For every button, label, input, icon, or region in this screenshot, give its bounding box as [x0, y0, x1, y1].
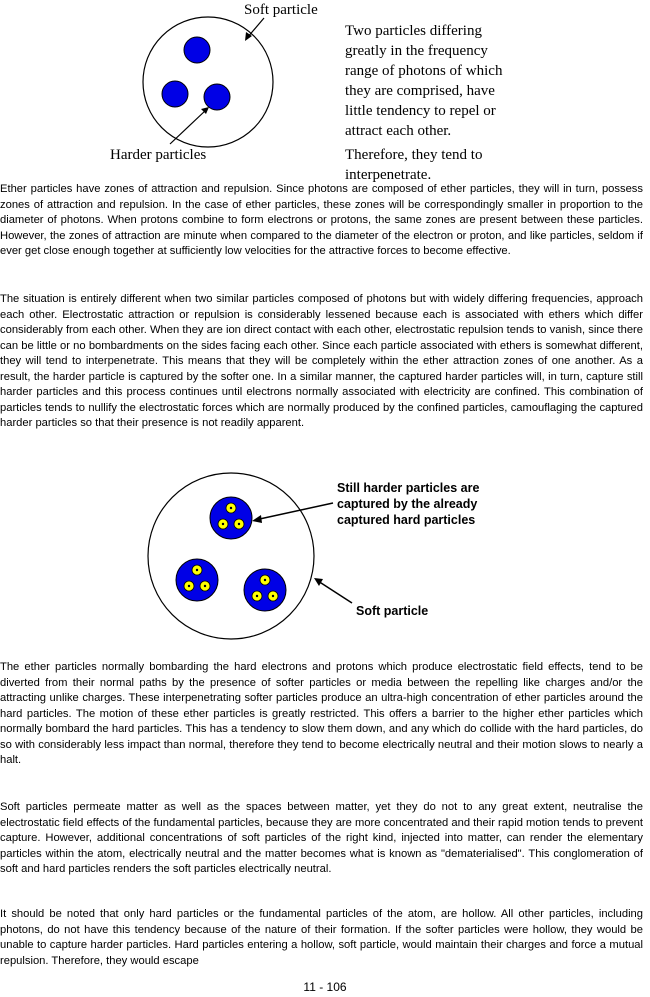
paragraph-3: The ether particles normally bombarding the hard electrons and protons which produce electrostatic field effects, tend to be diverted from their normal paths by the presence of softer particles or media between the repelling like charges and/or the attracting unlike charges. These interpenetrating softer particles produce an ultra-high concentration of ether particles around the hard particles. The motion of these ether particles is greatly restricted. This offers a barrier to the higher ether particles which normally bombard the hard particles. This has a tendency to slow them down, and any which do collide with the hard particles, do so with considerably less impact than normal, therefore they tend to become electrically neutral and their motion slows to nearly a halt.	[0, 661, 643, 766]
paragraph-4: Soft particles permeate matter as well as the spaces between matter, yet they do not to any great extent, neutralise the electrostatic field effects of the fundamental particles, because they are more concentrated and their rapid motion tends to prevent capture. However, additional concentrations of soft particles of the right kind, injected into matter, can render the elementary particles within the atom, electrically neutral and the matter becomes what is known as "dematerialised". This conglomeration of soft and hard particles renders the soft particles electrically neutral.	[0, 801, 643, 875]
harder-particles-arrow	[170, 110, 206, 144]
still-harder-arrow	[255, 503, 333, 520]
captured-particle-2	[176, 559, 218, 601]
caption-text-1: Two particles differing greatly in the frequency range of photons of which they are comprised, have little tendency to repel or attract each other.	[345, 23, 503, 139]
soft-particle-circle	[143, 17, 273, 147]
paragraph-5: It should be noted that only hard particles or the fundamental particles of the atom, are hollow. All other particles, including photons, do not have this tendency because of the nature of their formation. If the softer particles were hollow, they would be unable to capture harder particles. Hard particles entering a hollow, soft particle, would maintain their charges and force a mutual repulsion. Therefore, they would escape	[0, 908, 643, 967]
hard-particle-2	[162, 81, 188, 107]
soft-particle-outer	[148, 473, 314, 639]
caption-text-2: Therefore, they tend to interpenetrate.	[345, 147, 483, 183]
figure-caption	[345, 1, 575, 205]
still-harder-label: Still harder particles are captured by the already captured hard particles	[337, 481, 480, 527]
soft-particle-middle-arrow	[318, 581, 352, 603]
soft-particle-label: Soft particle	[244, 2, 318, 18]
hard-particle-3	[204, 84, 230, 110]
page-number: 11 - 106	[303, 980, 347, 994]
soft-particle-middle-label: Soft particle	[356, 604, 429, 618]
captured-particle-3	[244, 569, 286, 611]
paragraph-2: The situation is entirely different when two similar particles composed of photons but with widely differing frequencies, approach each other. Electrostatic attraction or repulsion is considerably lessened because each is associated with ethers which differ considerably from each other. When they are ion direct contact with each other, electrostatic repulsion tends to vanish, since there can be little or no bombardments on the sides facing each other. Since each particle associated with ethers is somewhat different, they will tend to interpenetrate. This means that they will be completely within the ether attraction zones of one another. As a result, the harder particle is captured by the softer one. In a similar manner, the captured harder particles will, in turn, capture still harder particles and this process continues until electrons normally associated with electricity are confined. This combination of particles tends to nullify the electrostatic forces which are normally produced by the confined particles, camouflaging the captured harder particles so that their presence is not readily apparent.	[0, 293, 643, 429]
captured-particle-1	[210, 497, 252, 539]
harder-particles-label: Harder particles	[110, 147, 207, 163]
paragraph-1: Ether particles have zones of attraction and repulsion. Since photons are composed of ether particles, they will in turn, possess zones of attraction and repulsion. In the case of ether particles, these zones will be correspondingly smaller in proportion to the diameter of photons. When protons combine to form electrons or protons, the same zones are present between these particles. However, the zones of attraction are minute when compared to the diameter of the electron or proton, and like particles, seldom if ever get close enough together at sufficiently low velocities for the attractive forces to become effective.	[0, 183, 643, 257]
hard-particle-1	[184, 37, 210, 63]
